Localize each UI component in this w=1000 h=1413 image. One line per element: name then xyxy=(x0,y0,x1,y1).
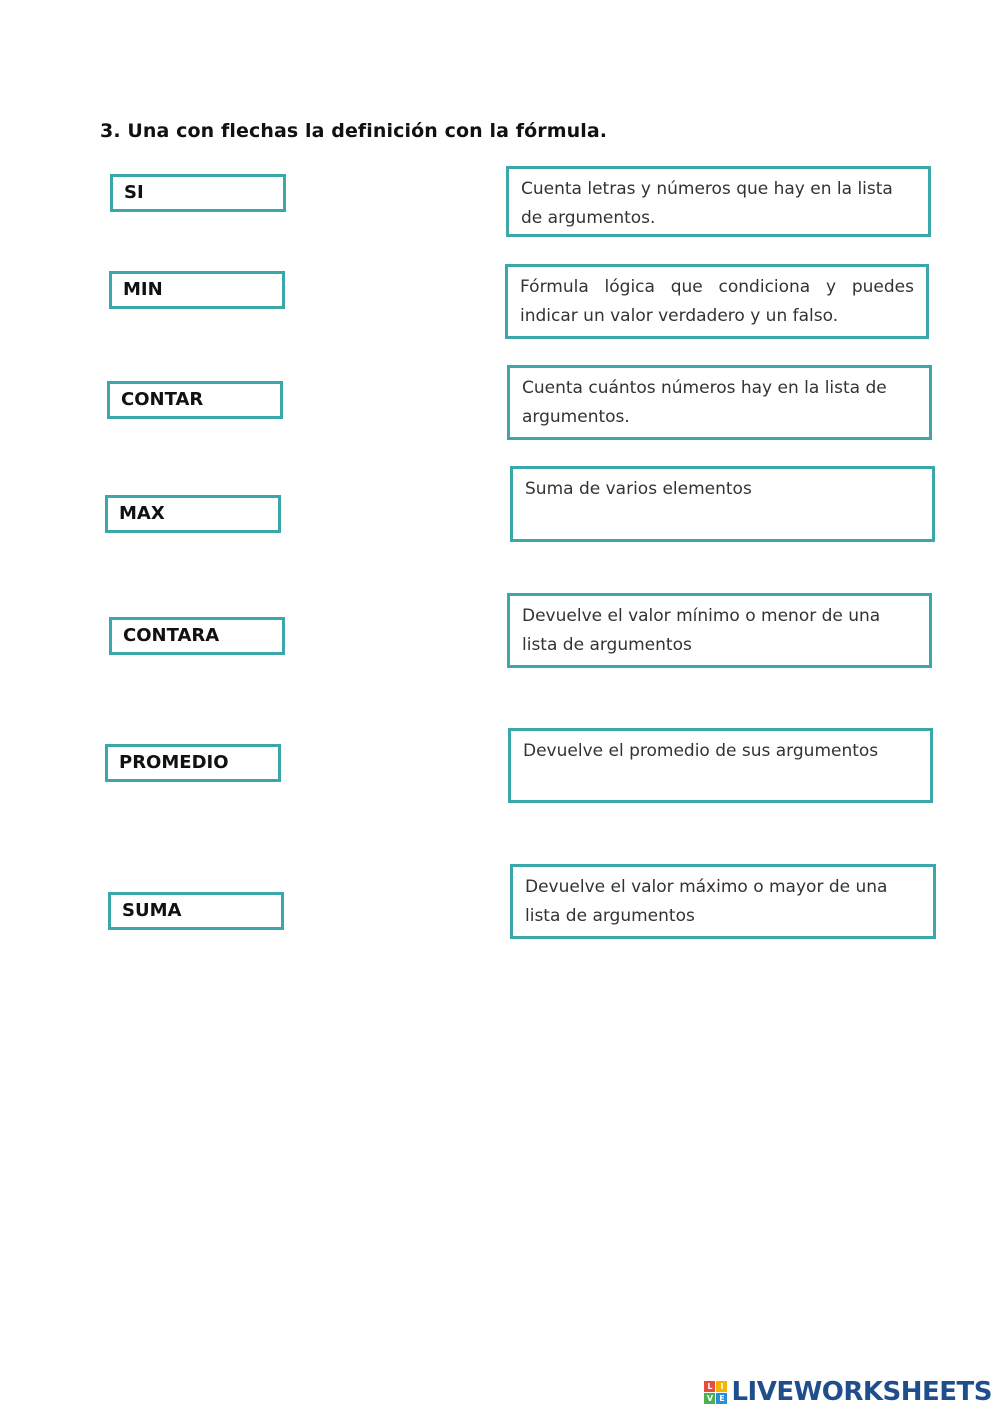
definition-3[interactable]: Cuenta cuántos números hay en la lista de argumentos. xyxy=(507,365,932,440)
formula-max[interactable]: MAX xyxy=(105,495,281,533)
formula-contara[interactable]: CONTARA xyxy=(109,617,285,655)
logo-mark-e: E xyxy=(716,1393,727,1404)
formula-contar[interactable]: CONTAR xyxy=(107,381,283,419)
logo-mark-icon xyxy=(704,1381,727,1404)
logo-mark-l: L xyxy=(704,1381,715,1392)
logo-mark-v: V xyxy=(704,1393,715,1404)
definition-5[interactable]: Devuelve el valor mínimo o menor de una lista de argumentos xyxy=(507,593,932,668)
definition-4[interactable]: Suma de varios elementos xyxy=(510,466,935,542)
instruction-heading: 3. Una con flechas la definición con la fórmula. xyxy=(100,120,608,142)
definition-7[interactable]: Devuelve el valor máximo o mayor de una lista de argumentos xyxy=(510,864,936,939)
formula-min[interactable]: MIN xyxy=(109,271,285,309)
logo-mark-i: I xyxy=(716,1381,727,1392)
formula-promedio[interactable]: PROMEDIO xyxy=(105,744,281,782)
definition-2[interactable]: Fórmula lógica que condiciona y puedes indicar un valor verdadero y un falso. xyxy=(505,264,929,339)
formula-si[interactable]: SI xyxy=(110,174,286,212)
definition-6[interactable]: Devuelve el promedio de sus argumentos xyxy=(508,728,933,803)
formula-suma[interactable]: SUMA xyxy=(108,892,284,930)
logo-text: LIVEWORKSHEETS xyxy=(731,1377,992,1407)
liveworksheets-logo xyxy=(704,1377,992,1407)
definition-1[interactable]: Cuenta letras y números que hay en la lista de argumentos. xyxy=(506,166,931,237)
